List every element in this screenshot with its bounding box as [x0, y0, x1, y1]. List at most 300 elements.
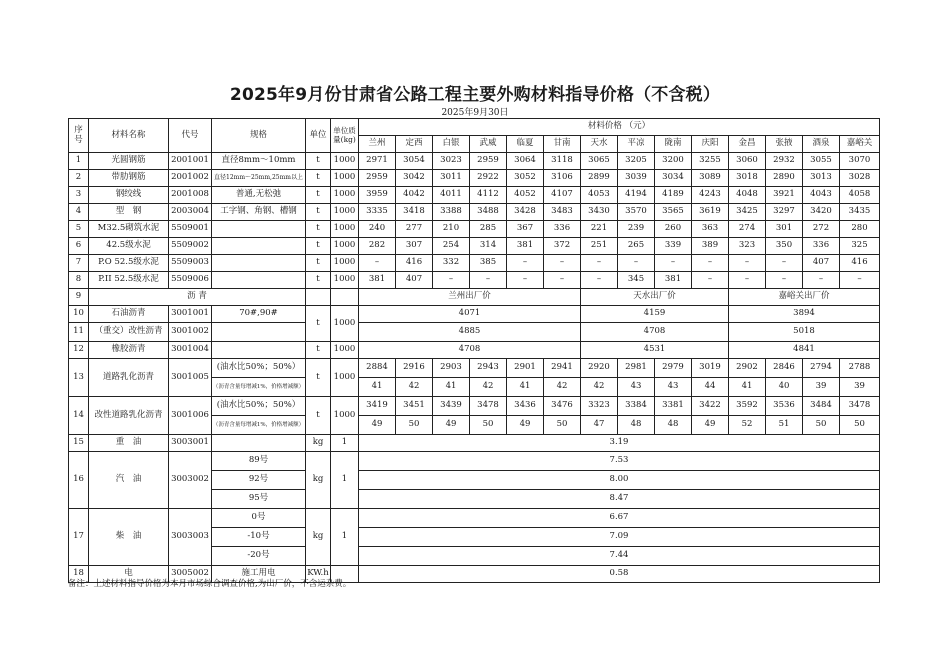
header-price-group: 材料价格 （元） [359, 119, 880, 136]
city-header: 酒泉 [803, 136, 840, 153]
price-cell: 4189 [655, 187, 692, 204]
price-cell: 221 [581, 221, 618, 238]
material-name: 电 [89, 566, 169, 583]
price-cell: 4159 [581, 306, 729, 323]
price-cell: 3205 [618, 153, 655, 170]
price-cell: 3484 [803, 397, 840, 416]
table-row [69, 153, 880, 170]
price-cell: 2943 [470, 359, 507, 378]
emulsion-row [69, 359, 880, 378]
price-cell: – [433, 272, 470, 289]
material-mass: 1000 [331, 187, 359, 204]
price-cell: 385 [470, 255, 507, 272]
price-cell: 3039 [618, 170, 655, 187]
price-cell: 3023 [433, 153, 470, 170]
row-seq: 2 [69, 170, 89, 187]
material-spec: 直径12mm～25mm,25mm以上 [212, 170, 306, 187]
price-cell: 3089 [692, 170, 729, 187]
material-mass: 1000 [331, 397, 359, 435]
fuel-row [69, 435, 880, 452]
price-cell: 2981 [618, 359, 655, 378]
price-cell: 265 [618, 238, 655, 255]
price-cell: 3042 [396, 170, 433, 187]
price-cell: 3106 [544, 170, 581, 187]
city-header: 兰州 [359, 136, 396, 153]
price-cell: 3418 [396, 204, 433, 221]
price-cell: 260 [655, 221, 692, 238]
material-spec: (油水比50%；50%） [212, 359, 306, 378]
price-cell: 272 [803, 221, 840, 238]
price-delta-cell: 52 [729, 416, 766, 435]
city-header: 甘南 [544, 136, 581, 153]
price-cell: 282 [359, 238, 396, 255]
price-delta-cell: 42 [396, 378, 433, 397]
price-table [68, 118, 880, 583]
price-cell: 2922 [470, 170, 507, 187]
price-cell: 3028 [840, 170, 880, 187]
price-cell: 314 [470, 238, 507, 255]
asphalt-header-row [69, 289, 880, 306]
price-cell: – [840, 272, 880, 289]
price-cell: 3483 [544, 204, 581, 221]
row-seq: 3 [69, 187, 89, 204]
price-cell: 345 [618, 272, 655, 289]
report-date: 2025年9月30日 [441, 108, 509, 118]
price-cell: 3055 [803, 153, 840, 170]
material-unit: t [306, 221, 331, 238]
price-cell: 2788 [840, 359, 880, 378]
material-unit: t [306, 238, 331, 255]
material-name: 橡胶沥青 [89, 342, 169, 359]
material-code: 3001006 [169, 397, 212, 435]
price-cell: – [729, 255, 766, 272]
price-cell: 381 [507, 238, 544, 255]
material-mass: 1000 [331, 255, 359, 272]
price-cell: 2959 [359, 170, 396, 187]
material-code: 3003001 [169, 435, 212, 452]
price-delta-cell: 42 [581, 378, 618, 397]
price-cell: 6.67 [359, 509, 880, 528]
price-delta-cell: 51 [766, 416, 803, 435]
material-name: 光圆钢筋 [89, 153, 169, 170]
material-unit: t [306, 342, 331, 359]
price-delta-cell: 49 [359, 416, 396, 435]
price-cell: 4107 [544, 187, 581, 204]
price-cell: 4531 [581, 342, 729, 359]
material-mass: 1000 [331, 221, 359, 238]
material-mass: 1000 [331, 153, 359, 170]
price-cell: 4048 [729, 187, 766, 204]
price-cell: 285 [470, 221, 507, 238]
price-cell: 3323 [581, 397, 618, 416]
price-delta-cell: 41 [507, 378, 544, 397]
city-header: 陇南 [655, 136, 692, 153]
price-cell: 3.19 [359, 435, 880, 452]
material-code: 3001002 [169, 323, 212, 342]
price-cell: 3070 [840, 153, 880, 170]
price-delta-cell: 50 [470, 416, 507, 435]
material-code: 2001002 [169, 170, 212, 187]
row-seq: 5 [69, 221, 89, 238]
price-cell: 381 [655, 272, 692, 289]
price-cell: 4885 [359, 323, 581, 342]
material-spec [212, 221, 306, 238]
price-cell: 3570 [618, 204, 655, 221]
price-cell: 307 [396, 238, 433, 255]
city-header: 张掖 [766, 136, 803, 153]
row-seq: 18 [69, 566, 89, 583]
price-cell: 339 [655, 238, 692, 255]
city-header: 嘉峪关 [840, 136, 880, 153]
price-cell: 2794 [803, 359, 840, 378]
row-seq: 17 [69, 509, 89, 566]
price-delta-cell: 43 [655, 378, 692, 397]
header-spec: 规格 [212, 119, 306, 153]
material-code: 3005002 [169, 566, 212, 583]
material-mass: 1 [331, 435, 359, 452]
table-row [69, 170, 880, 187]
footnote: 备注：上述材料指导价格为本月市场综合调查价格,为出厂价，不含运杂费。 [68, 579, 352, 589]
price-delta-cell: 50 [396, 416, 433, 435]
price-cell: 3384 [618, 397, 655, 416]
material-unit: kg [306, 452, 331, 509]
material-unit: t [306, 306, 331, 342]
price-cell: 2920 [581, 359, 618, 378]
material-spec [212, 323, 306, 342]
material-name: 带肋钢筋 [89, 170, 169, 187]
city-header: 武威 [470, 136, 507, 153]
material-mass: 1000 [331, 238, 359, 255]
price-delta-cell: 39 [840, 378, 880, 397]
city-header: 白银 [433, 136, 470, 153]
price-cell: 381 [359, 272, 396, 289]
price-delta-cell: 48 [655, 416, 692, 435]
row-seq: 10 [69, 306, 89, 323]
price-cell: 4052 [507, 187, 544, 204]
fuel-grade: 92号 [212, 471, 306, 490]
price-cell: 3013 [803, 170, 840, 187]
price-cell: 3054 [396, 153, 433, 170]
price-delta-cell: 39 [803, 378, 840, 397]
price-cell: 2884 [359, 359, 396, 378]
price-cell: 3894 [729, 306, 880, 323]
material-code: 5509003 [169, 255, 212, 272]
row-seq: 15 [69, 435, 89, 452]
city-header: 临夏 [507, 136, 544, 153]
price-cell: 416 [396, 255, 433, 272]
material-name: （重交）改性沥青 [89, 323, 169, 342]
material-mass: 1 [331, 509, 359, 566]
price-group-header: 天水出厂价 [581, 289, 729, 306]
price-cell: 0.58 [359, 566, 880, 583]
empty-cell [306, 289, 331, 306]
price-cell: 4194 [618, 187, 655, 204]
material-code: 5509001 [169, 221, 212, 238]
price-cell: 363 [692, 221, 729, 238]
page-title: 2025年9月份甘肃省公路工程主要外购材料指导价格（不含税） [229, 85, 721, 105]
material-unit: KW.h [306, 566, 331, 583]
header-code: 代号 [169, 119, 212, 153]
material-mass: 1 [331, 452, 359, 509]
price-delta-cell: 42 [470, 378, 507, 397]
price-cell: 2846 [766, 359, 803, 378]
price-cell: 2932 [766, 153, 803, 170]
row-seq: 7 [69, 255, 89, 272]
material-unit: t [306, 204, 331, 221]
price-cell: 251 [581, 238, 618, 255]
material-spec: (油水比50%；50%） [212, 397, 306, 416]
section-label: 沥 青 [89, 289, 306, 306]
price-cell: 8.47 [359, 490, 880, 509]
material-spec: 70#,90# [212, 306, 306, 323]
row-seq: 9 [69, 289, 89, 306]
material-code: 2001008 [169, 187, 212, 204]
city-header: 金昌 [729, 136, 766, 153]
material-code: 3003003 [169, 509, 212, 566]
price-cell: 332 [433, 255, 470, 272]
price-cell: – [766, 272, 803, 289]
row-seq: 16 [69, 452, 89, 509]
price-cell: – [581, 255, 618, 272]
material-unit: t [306, 359, 331, 397]
table-row [69, 342, 880, 359]
price-cell: 389 [692, 238, 729, 255]
price-cell: 2902 [729, 359, 766, 378]
price-cell: – [692, 255, 729, 272]
material-unit: kg [306, 509, 331, 566]
price-cell: 3959 [359, 187, 396, 204]
fuel-grade: 95号 [212, 490, 306, 509]
fuel-row [69, 509, 880, 528]
price-cell: 3478 [470, 397, 507, 416]
price-cell: 3422 [692, 397, 729, 416]
header-name: 材料名称 [89, 119, 169, 153]
price-cell: 3388 [433, 204, 470, 221]
price-cell: 4708 [359, 342, 581, 359]
price-cell: 3476 [544, 397, 581, 416]
price-cell: 3592 [729, 397, 766, 416]
city-header: 庆阳 [692, 136, 729, 153]
table-row [69, 187, 880, 204]
material-mass: 1000 [331, 359, 359, 397]
material-unit: t [306, 397, 331, 435]
price-cell: 210 [433, 221, 470, 238]
price-cell: – [618, 255, 655, 272]
price-cell: 7.44 [359, 547, 880, 566]
price-delta-cell: 41 [729, 378, 766, 397]
price-cell: 323 [729, 238, 766, 255]
price-cell: 274 [729, 221, 766, 238]
price-cell: 3381 [655, 397, 692, 416]
price-cell: – [470, 272, 507, 289]
price-cell: 4058 [840, 187, 880, 204]
price-cell: 280 [840, 221, 880, 238]
price-cell: 3297 [766, 204, 803, 221]
material-name: 石油沥青 [89, 306, 169, 323]
material-name: 钢绞线 [89, 187, 169, 204]
price-cell: – [507, 255, 544, 272]
price-cell: – [581, 272, 618, 289]
price-cell: 3060 [729, 153, 766, 170]
header-unit-mass: 单位质量(kg) [331, 119, 359, 153]
price-delta-cell: 41 [433, 378, 470, 397]
city-header: 天水 [581, 136, 618, 153]
price-cell: 3435 [840, 204, 880, 221]
material-code: 3001004 [169, 342, 212, 359]
table-row [69, 323, 880, 342]
price-cell: 7.09 [359, 528, 880, 547]
material-name: 汽 油 [89, 452, 169, 509]
price-cell: 407 [396, 272, 433, 289]
price-cell: 3436 [507, 397, 544, 416]
material-spec-note: （沥青含量每增减1%，价格增减额） [212, 416, 306, 435]
price-cell: 254 [433, 238, 470, 255]
price-cell: 4042 [396, 187, 433, 204]
material-mass: 1000 [331, 272, 359, 289]
price-cell: 3018 [729, 170, 766, 187]
price-delta-cell: 50 [840, 416, 880, 435]
price-cell: 3052 [507, 170, 544, 187]
price-cell: 3118 [544, 153, 581, 170]
city-header: 定西 [396, 136, 433, 153]
price-cell: 5018 [729, 323, 880, 342]
material-name: P.O 52.5级水泥 [89, 255, 169, 272]
material-spec: 普通,无松弛 [212, 187, 306, 204]
fuel-grade: -20号 [212, 547, 306, 566]
material-unit: t [306, 272, 331, 289]
material-unit: t [306, 187, 331, 204]
price-delta-cell: 43 [618, 378, 655, 397]
price-cell: 3565 [655, 204, 692, 221]
header-unit: 单位 [306, 119, 331, 153]
price-cell: 3619 [692, 204, 729, 221]
price-cell: 350 [766, 238, 803, 255]
price-cell: 301 [766, 221, 803, 238]
price-delta-cell: 48 [618, 416, 655, 435]
material-spec-note: （沥青含量每增减1%，价格增减额） [212, 378, 306, 397]
price-cell: 4112 [470, 187, 507, 204]
row-seq: 12 [69, 342, 89, 359]
material-spec: 直径8mm～10mm [212, 153, 306, 170]
price-delta-cell: 40 [766, 378, 803, 397]
price-cell: – [359, 255, 396, 272]
price-cell: 2916 [396, 359, 433, 378]
price-delta-cell: 42 [544, 378, 581, 397]
price-cell: 4708 [581, 323, 729, 342]
price-cell: 3451 [396, 397, 433, 416]
material-spec [212, 255, 306, 272]
material-spec [212, 272, 306, 289]
row-seq: 6 [69, 238, 89, 255]
material-code: 3001005 [169, 359, 212, 397]
price-cell: 4071 [359, 306, 581, 323]
price-cell: 336 [544, 221, 581, 238]
material-code: 5509002 [169, 238, 212, 255]
price-cell: – [729, 272, 766, 289]
price-cell: 336 [803, 238, 840, 255]
fuel-grade: 89号 [212, 452, 306, 471]
price-cell: – [507, 272, 544, 289]
price-cell: 3921 [766, 187, 803, 204]
material-name: 改性道路乳化沥青 [89, 397, 169, 435]
price-cell: 4053 [581, 187, 618, 204]
price-cell: 3488 [470, 204, 507, 221]
price-cell: 3200 [655, 153, 692, 170]
row-seq: 4 [69, 204, 89, 221]
price-delta-cell: 49 [692, 416, 729, 435]
material-name: 柴 油 [89, 509, 169, 566]
price-cell: 4043 [803, 187, 840, 204]
price-delta-cell: 50 [544, 416, 581, 435]
price-cell: 2971 [359, 153, 396, 170]
price-cell: 3019 [692, 359, 729, 378]
row-seq: 13 [69, 359, 89, 397]
price-cell: 2941 [544, 359, 581, 378]
price-cell: 2901 [507, 359, 544, 378]
price-delta-cell: 49 [507, 416, 544, 435]
price-cell: 407 [803, 255, 840, 272]
price-cell: 2959 [470, 153, 507, 170]
price-cell: 4841 [729, 342, 880, 359]
table-row [69, 204, 880, 221]
price-cell: 3011 [433, 170, 470, 187]
table-row [69, 221, 880, 238]
price-cell: 416 [840, 255, 880, 272]
price-cell: 239 [618, 221, 655, 238]
material-code: 3003002 [169, 452, 212, 509]
fuel-row [69, 452, 880, 471]
material-code: 5509006 [169, 272, 212, 289]
price-cell: 367 [507, 221, 544, 238]
row-seq: 14 [69, 397, 89, 435]
material-name: 道路乳化沥青 [89, 359, 169, 397]
material-name: P.II 52.5级水泥 [89, 272, 169, 289]
material-mass: 1000 [331, 170, 359, 187]
row-seq: 11 [69, 323, 89, 342]
price-cell: 3536 [766, 397, 803, 416]
fuel-grade: -10号 [212, 528, 306, 547]
material-mass: 1000 [331, 342, 359, 359]
table-row [69, 272, 880, 289]
material-unit: t [306, 255, 331, 272]
price-delta-cell: 49 [433, 416, 470, 435]
price-cell: 3255 [692, 153, 729, 170]
price-cell: – [692, 272, 729, 289]
city-header: 平凉 [618, 136, 655, 153]
price-cell: 3428 [507, 204, 544, 221]
emulsion-row [69, 397, 880, 416]
header-seq: 序号 [69, 119, 89, 153]
material-mass: 1000 [331, 204, 359, 221]
price-group-header: 兰州出厂价 [359, 289, 581, 306]
price-cell: 2890 [766, 170, 803, 187]
table-row [69, 255, 880, 272]
material-mass: 1000 [331, 306, 359, 342]
price-group-header: 嘉峪关出厂价 [729, 289, 880, 306]
price-cell: 3478 [840, 397, 880, 416]
material-spec [212, 435, 306, 452]
fuel-grade: 0号 [212, 509, 306, 528]
price-cell: – [544, 272, 581, 289]
price-cell: 3419 [359, 397, 396, 416]
price-cell: – [655, 255, 692, 272]
price-cell: 2979 [655, 359, 692, 378]
price-delta-cell: 47 [581, 416, 618, 435]
price-cell: 3439 [433, 397, 470, 416]
table-row [69, 306, 880, 323]
row-seq: 8 [69, 272, 89, 289]
material-name: M32.5砌筑水泥 [89, 221, 169, 238]
